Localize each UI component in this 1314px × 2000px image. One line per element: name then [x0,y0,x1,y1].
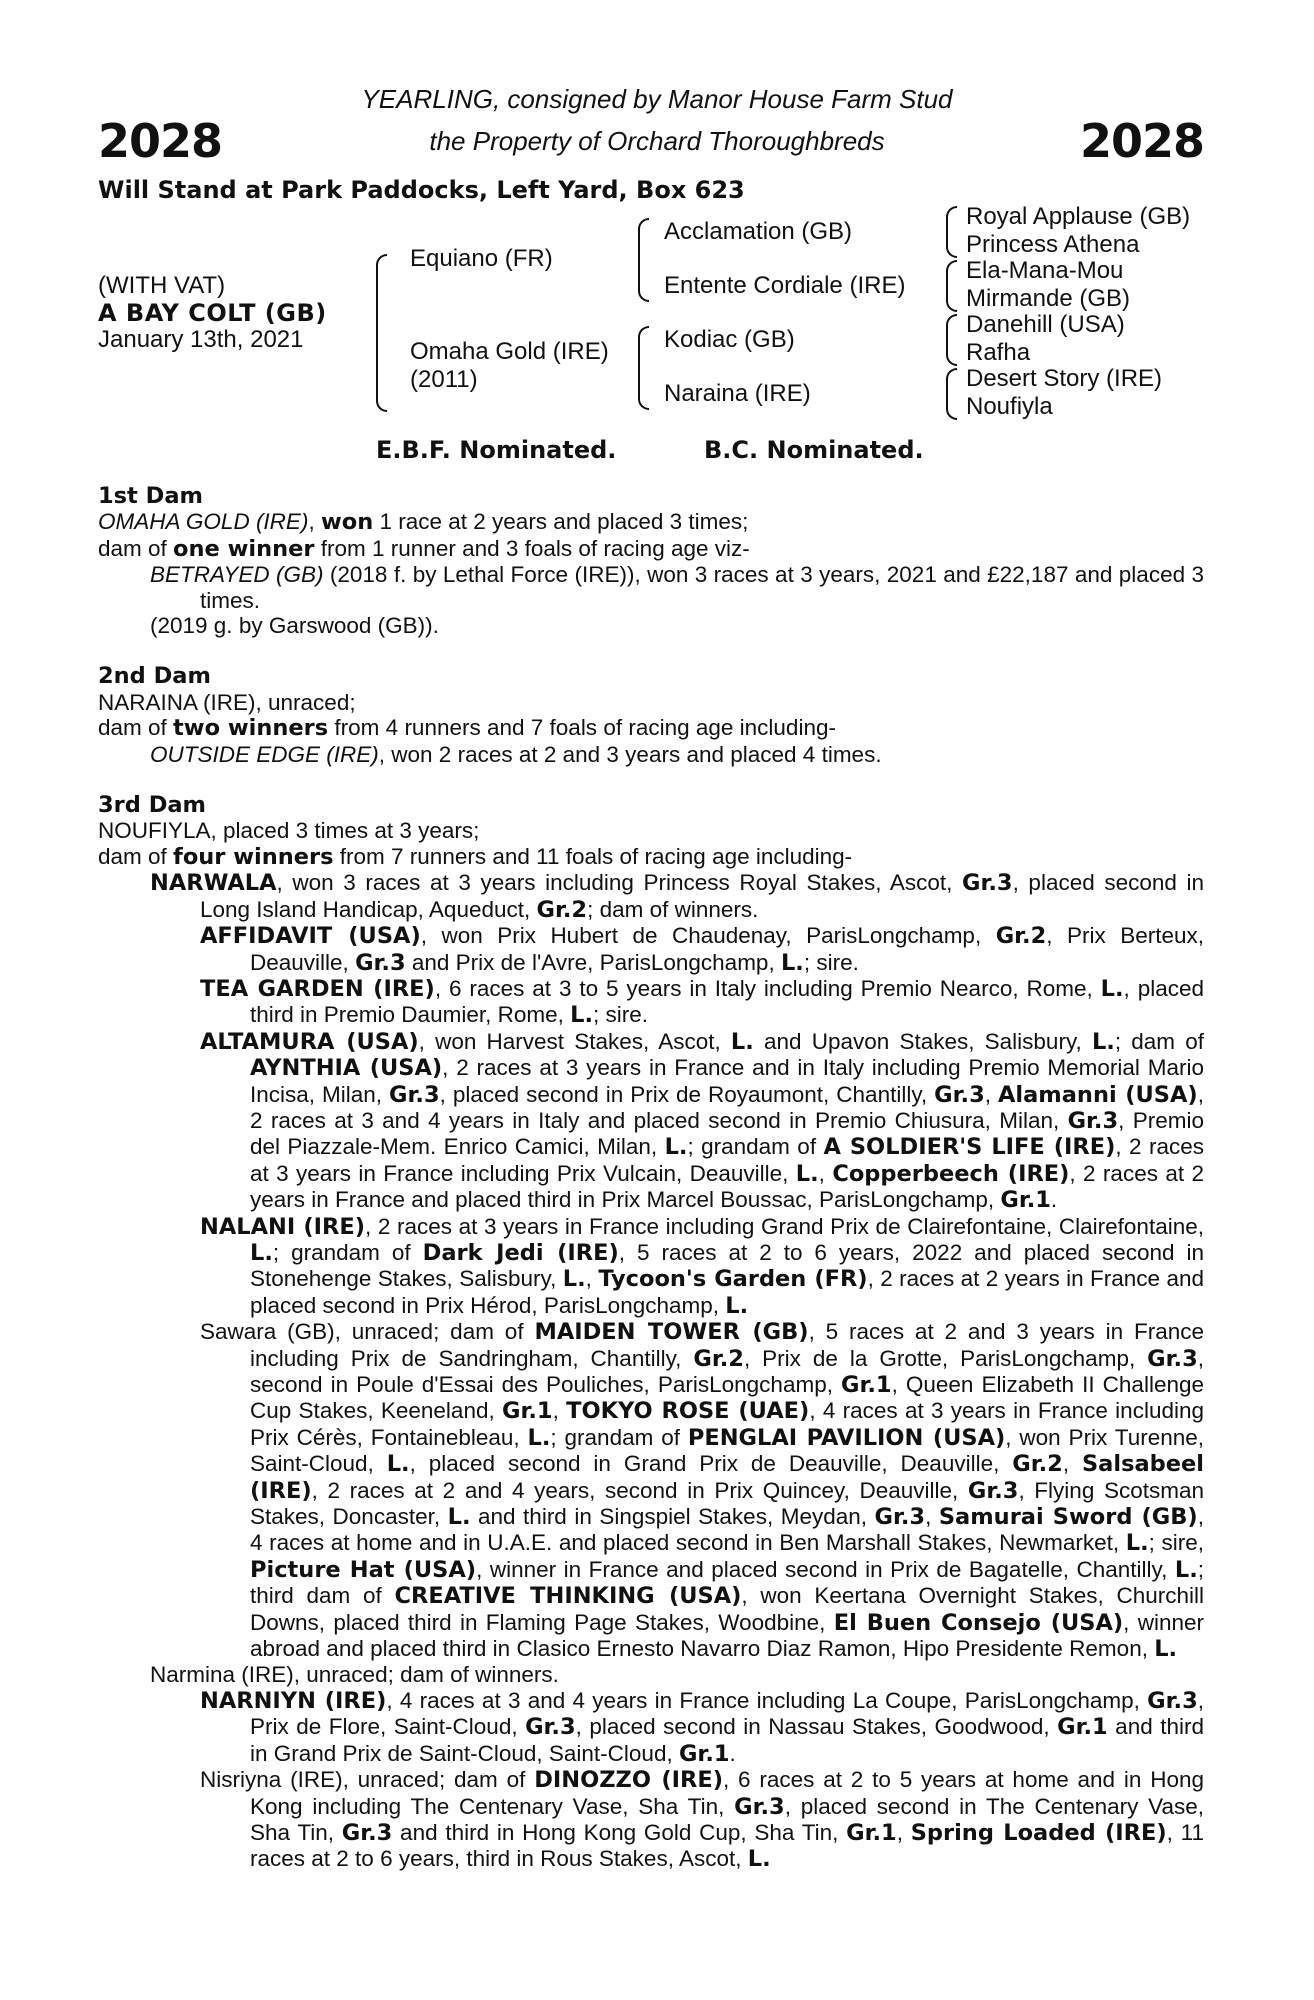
granddam-3: Rafha [966,339,1031,366]
vat-note: (WITH VAT) [98,272,226,299]
granddam-4: Noufiyla [966,393,1053,420]
dam-dam: Naraina (IRE) [664,380,811,407]
pedigree-brace [638,326,649,410]
pedigree-brace [946,314,957,366]
pedigree-brace [946,260,957,312]
bc-nomination: B.C. Nominated. [704,436,924,464]
consignment-line: YEARLING, consigned by Manor House Farm Stud [361,84,953,114]
sire: Equiano (FR) [410,245,553,272]
grandsire-4: Desert Story (IRE) [966,365,1163,392]
sire-dam: Entente Cordiale (IRE) [664,272,906,299]
first-dam-heading: 1st Dam [98,483,203,509]
dam-year: (2011) [410,366,478,393]
third-dam-text: NOUFIYLA, placed 3 times at 3 years; dam of four winners from 7 runners and 11 foals of racing age including- NARWALA, won 3 races at 3 years including Princess Royal Stakes, Ascot, Gr.3, placed second in Long Island Handicap, Aqueduct, Gr.2; dam of winners. AFFIDAVIT (USA), won Prix Hubert de Chaudenay, ParisLongchamp, Gr.2, Prix Berteux, Deauville, Gr.3 and Prix de l'Avre, ParisLongchamp, L.; sire. TEA GARDEN (IRE), 6 races at 3 to 5 years in Italy including Premio Nearco, Rome, L., placed third in Premio Daumier, Rome, L.; sire. ALTAMURA (USA), won Harvest Stakes, Ascot, L. and Upavon Stakes, Salisbury, L.; dam of AYNTHIA (USA), 2 races at 3 years in France and in Italy including Premio Memorial Mario Incisa, Milan, Gr.3, placed second in Prix de Royaumont, Chantilly, Gr.3, Alamanni (USA), 2 races at 3 and 4 years in Italy and placed second in Premio Chiusura, Milan, Gr.3, Premio del Piazzale-Mem. Enrico Camici, Milan, L.; grandam of A SOLDIER'S LIFE (IRE), 2 races at 3 years in France including Prix Vulcain, Deauville, L., Copperbeech (IRE), 2 races at 2 years in France and placed third in Prix Marcel Boussac, ParisLongchamp, Gr.1. NALANI (IRE), 2 races at 3 years in France including Grand Prix de Clairefontaine, Clairefontaine, L.; grandam of Dark Jedi (IRE), 5 races at 2 to 6 years, 2022 and placed second in Stonehenge Stakes, Salisbury, L., Tycoon's Garden (FR), 2 races at 2 years in France and placed second in Prix Hérod, ParisLongchamp, L. Sawara (GB), unraced; dam of MAIDEN TOWER (GB), 5 races at 2 and 3 years in France including Prix de Sandringham, Chantilly, Gr.2, Prix de la Grotte, ParisLongchamp, Gr.3, second in Poule d'Essai des Pouliches, ParisLongchamp, Gr.1, Queen Elizabeth II Challenge Cup Stakes, Keeneland, Gr.1, TOKYO ROSE (UAE), 4 races at 3 years in France including Prix Cérès, Fontainebleau, L.; grandam of PENGLAI PAVILION (USA), won Prix Turenne, Saint-Cloud, L., placed second in Grand Prix de Deauville, Deauville, Gr.2, Salsabeel (IRE), 2 races at 2 and 4 years, second in Prix Quincey, Deauville, Gr.3, Flying Scotsman Stakes, Doncaster, L. and third in Singspiel Stakes, Meydan, Gr.3, Samurai Sword (GB), 4 races at home and in U.A.E. and placed second in Ben Marshall Stakes, Newmarket, L.; sire, Picture Hat (USA), winner in France and placed second in Prix de Bagatelle, Chantilly, L.; third dam of CREATIVE THINKING (USA), won Keertana Overnight Stakes, Churchill Downs, placed third in Flaming Page Stakes, Woodbine, El Buen Consejo (USA), winner abroad and placed third in Clasico Ernesto Navarro Diaz Ramon, Hipo Presidente Remon, L. Narmina (IRE), unraced; dam of winners. NARNIYN (IRE), 4 races at 3 and 4 years in France including La Coupe, ParisLongchamp, Gr.3, Prix de Flore, Saint-Cloud, Gr.3, placed second in Nassau Stakes, Goodwood, Gr.1 and third in Grand Prix de Saint-Cloud, Saint-Cloud, Gr.1. Nisriyna (IRE), unraced; dam of DINOZZO (IRE), 6 races at 2 to 5 years at home and in Hong Kong including The Centenary Vase, Sha Tin, Gr.3, placed second in The Centenary Vase, Sha Tin, Gr.3 and third in Hong Kong Gold Cup, Sha Tin, Gr.1, Spring Loaded (IRE), 11 races at 2 to 6 years, third in Rous Stakes, Ascot, L. [98,818,1205,1873]
lot-number-left: 2028 [98,114,223,168]
horse-name: A BAY COLT (GB) [98,299,327,327]
granddam-2: Mirmande (GB) [966,285,1131,312]
first-dam-text: OMAHA GOLD (IRE), won 1 race at 2 years and placed 3 times; dam of one winner from 1 runner and 3 foals of racing age viz- BETRAYED (GB) (2018 f. by Lethal Force (IRE)), won 3 races at 3 years, 2021 and £22,187 and placed 3 times. (2019 g. by Garswood (GB)). [98,509,1204,639]
dam-sire: Kodiac (GB) [664,326,795,353]
ebf-nomination: E.B.F. Nominated. [376,436,617,464]
grandsire-2: Ela-Mana-Mou [966,257,1124,284]
third-dam-heading: 3rd Dam [98,792,206,819]
pedigree-brace [946,206,957,258]
dam: Omaha Gold (IRE) [410,338,609,365]
lot-number-right: 2028 [1079,114,1204,168]
property-line: the Property of Orchard Thoroughbreds [429,126,885,156]
second-dam-text: NARAINA (IRE), unraced; dam of two winners from 4 runners and 7 foals of racing age including- OUTSIDE EDGE (IRE), won 2 races at 2 and 3 years and placed 4 times. [98,689,882,767]
sire-sire: Acclamation (GB) [664,218,853,245]
second-dam-heading: 2nd Dam [98,663,211,690]
stand-location: Will Stand at Park Paddocks, Left Yard, Box 623 [98,176,745,204]
grandsire-1: Royal Applause (GB) [966,203,1191,230]
pedigree-brace [376,254,387,412]
pedigree-brace [946,368,957,420]
pedigree-brace [638,218,649,302]
grandsire-3: Danehill (USA) [966,311,1125,338]
catalogue-body [98,484,1204,1873]
foaling-date: January 13th, 2021 [98,326,304,353]
granddam-1: Princess Athena [966,231,1140,258]
